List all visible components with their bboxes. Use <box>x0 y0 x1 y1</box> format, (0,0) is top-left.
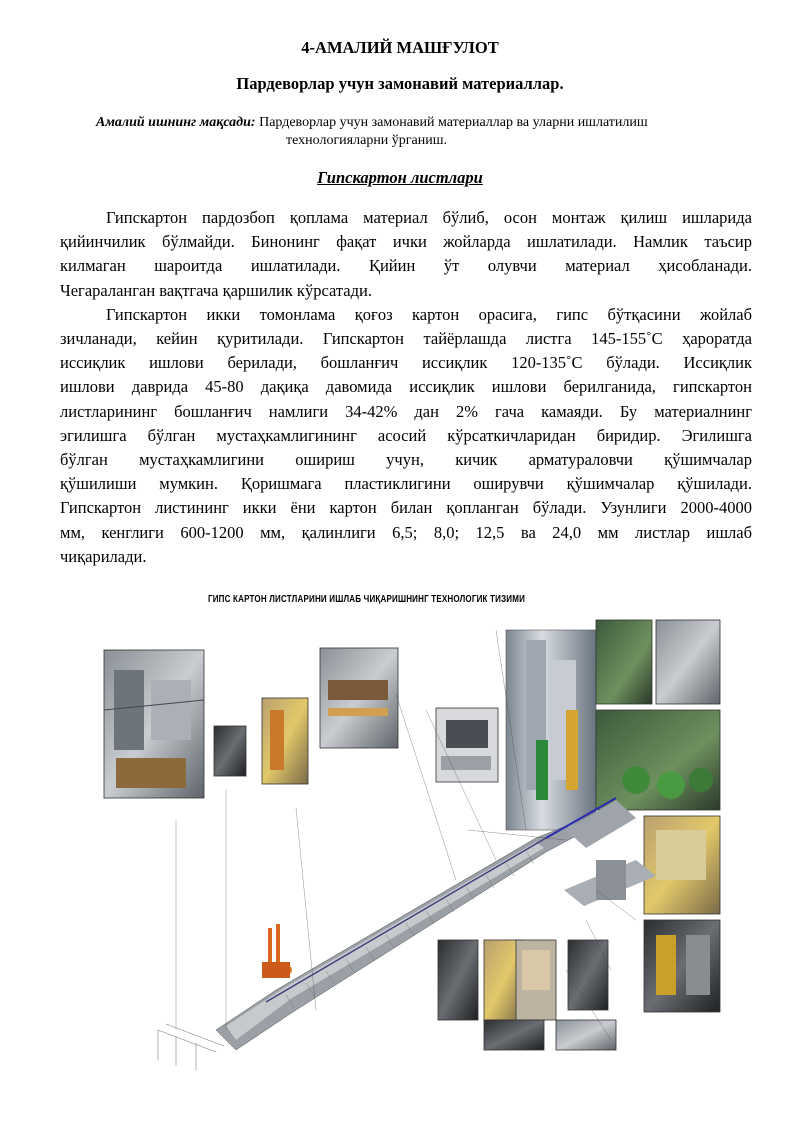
body-line: Чегараланган вақтгача қаршилик кўрсатади. <box>60 280 372 300</box>
goal-label: Амалий ишнинг мақсади: <box>96 115 256 130</box>
body-line: килмаган шароитда ишлатилади. Қийин ўт олувчи материал ҳисобланади. <box>60 256 752 276</box>
page-subtitle: Пардеворлар учун замонавий материаллар. <box>236 74 564 93</box>
body-line: зичланади, кейин қуритилади. Гипскартон тайёрлашда листга 145-155˚С ҳароратда <box>60 329 752 349</box>
body-line: чиқарилади. <box>60 546 147 566</box>
page-title: 4-АМАЛИЙ МАШҒУЛОТ <box>301 38 499 57</box>
goal-paragraph <box>96 114 756 150</box>
production-line-figure <box>96 590 724 1070</box>
body-line: Гипскартон пардозбоп қоплама материал бўлиб, осон монтаж қилиш ишларида <box>106 208 752 227</box>
body-line: ишлови даврида 45-80 дақиқа давомида иссиқлик ишлови берилганида, гипскартон <box>60 377 752 397</box>
body-line: мм, кенглиги 600-1200 мм, қалинлиги 6,5; 8,0; 12,5 ва 24,0 мм листлар ишлаб <box>60 522 752 542</box>
body-text <box>60 206 752 569</box>
photo-conveyor-1 <box>438 940 478 1020</box>
figure-title: ГИПС КАРТОН ЛИСТЛАРИНИ ИШЛАБ ЧИҚАРИШНИНГ ТЕХНОЛОГИК ТИЗИМИ <box>208 592 526 605</box>
body-line: Гипскартон листининг икки ёни картон билан қопланган бўлади. Узунлиги 2000-4000 <box>60 498 752 518</box>
body-line: иссиқлик ишлови берилади, бошланғич иссиқлик 120-135˚С бўлади. Иссиқлик <box>60 353 752 373</box>
section-heading: Гипскартон листлари <box>317 168 483 187</box>
body-line: бўлган мустаҳкамлигини ошириш учун, кичик арматураловчи қўшимчалар <box>60 450 752 470</box>
production-line-illustration <box>96 590 724 1070</box>
body-line: эгилишга бўлган мустаҳкамлигининг асосий кўрсаткичларидан биридир. Эгилишга <box>60 425 752 445</box>
body-line: қийинчилик бўлмайди. Бинонинг фақат ички жойларда ишлатилади. Намлик таъсир <box>60 232 752 252</box>
photo-dosing <box>214 726 246 776</box>
goal-text-line-1: Пардеворлар учун замонавий материаллар ва уларни ишлатилиш <box>259 115 648 130</box>
goal-text-line-2: технологияларни ўрганиш. <box>286 133 448 148</box>
body-line: листларининг бошланғич намлиги 34-42% дан 2% гача камаяди. Бу материалнинг <box>60 401 752 421</box>
body-line: Гипскартон икки томонлама қоғоз картон орасига, гипс бўтқасини жойлаб <box>106 304 752 324</box>
body-line: қўшилиши мумкин. Қоришмага пластиклигини оширувчи қўшимчалар қўшилади. <box>60 474 752 494</box>
